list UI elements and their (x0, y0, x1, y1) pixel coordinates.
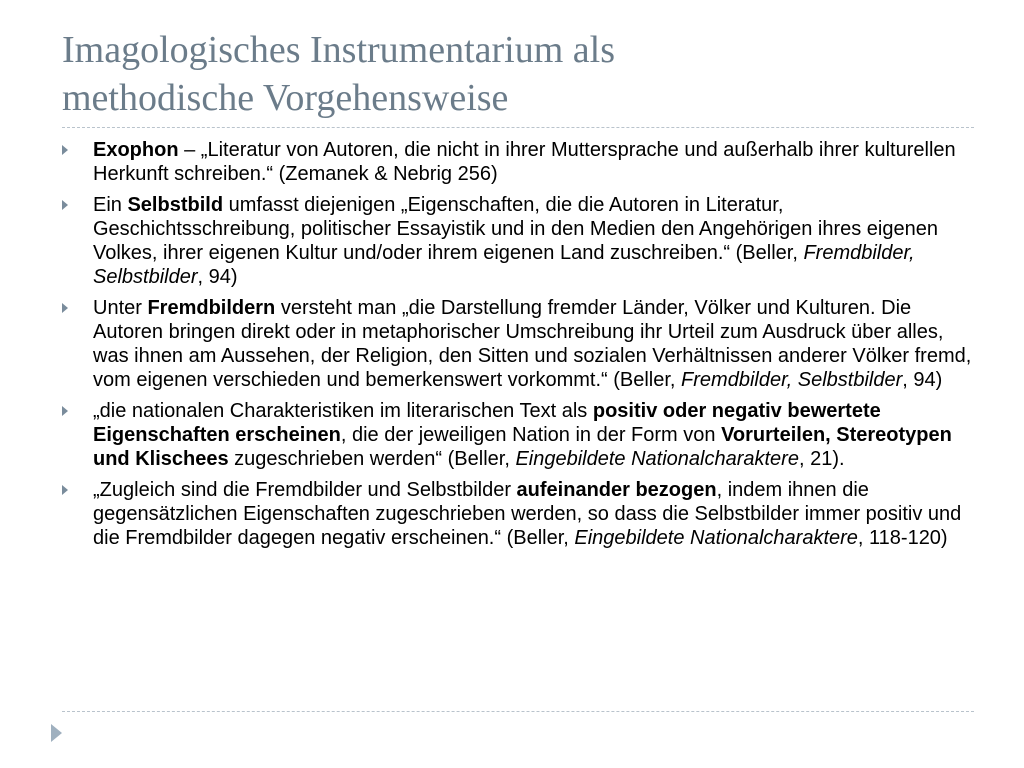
text-run: , 118-120) (857, 527, 948, 549)
bold-term: Exophon (93, 139, 179, 161)
bullet-list (62, 138, 974, 557)
text-run: versteht man „die Darstellung fremder Länder, Völker und Kulturen. Die Autoren bringen direkt oder in metaphorischer Umschreibung ihr Urteil zum Ausdruck über alles, was ihnen am Aussehen, der Religion, den Sitten und sozialen Verhältnissen anderer Völker fremd, vom eigenen verschieden und bemerkenswert vorkommt.“ (Beller, (93, 297, 972, 391)
italic-citation: Eingebildete Nationalcharaktere (574, 527, 858, 549)
bullet-text (93, 193, 974, 289)
bullet-item (62, 399, 974, 471)
bullet-item (62, 478, 974, 550)
text-run: , 94) (902, 369, 943, 391)
text-run: umfasst diejenigen „Eigenschaften, die die Autoren in Literatur, Geschichtsschreibung, politischer Essayistik und in den Medien den Angehörigen ihres eigenen Volkes, ihrer eigenen Kultur und/oder ihrem eigenen Land zuschreiben.“ (Beller, (93, 194, 938, 264)
text-run: zugeschrieben werden“ (Beller, (228, 448, 516, 470)
bold-term: aufeinander bezogen (516, 479, 717, 501)
slide-title-line-2: methodische Vorgehensweise (62, 77, 509, 119)
text-run: Ein (93, 194, 128, 216)
slide-title (62, 26, 962, 122)
italic-citation: Eingebildete Nationalcharaktere (515, 448, 799, 470)
slide-title-line-1: Imagologisches Instrumentarium als (62, 29, 615, 71)
bullet-item (62, 193, 974, 289)
bullet-item (62, 138, 974, 186)
triangle-bullet-icon (62, 145, 68, 155)
triangle-bullet-icon (62, 406, 68, 416)
bullet-text (93, 296, 974, 392)
text-run: , die der jeweiligen Nation in der Form von (340, 424, 722, 446)
text-run: , 21). (798, 448, 845, 470)
bold-term: Fremdbildern (147, 297, 276, 319)
bold-term: Vorurteilen, Stereotypen und Klischees (93, 424, 952, 470)
triangle-bullet-icon (62, 485, 68, 495)
text-run: „die nationalen Charakteristiken im literarischen Text als (93, 400, 593, 422)
triangle-bullet-icon (62, 200, 68, 210)
italic-citation: Fremdbilder, Selbstbilder (681, 369, 903, 391)
bullet-text (93, 478, 974, 550)
bold-term: positiv oder negativ bewertete Eigenschaften erscheinen (93, 400, 881, 446)
bold-term: Selbstbild (127, 194, 224, 216)
text-run: Unter (93, 297, 148, 319)
text-run: – „Literatur von Autoren, die nicht in ihrer Muttersprache und außerhalb ihrer kulturellen Herkunft schreiben.“ (Zemanek & Nebrig 256) (93, 139, 956, 185)
bullet-text (93, 138, 974, 186)
italic-citation: Fremdbilder, Selbstbilder (93, 242, 915, 288)
text-run: , indem ihnen die gegensätzlichen Eigenschaften zugeschrieben werden, so dass die Selbstbilder immer positiv und die Fremdbilder dagegen negativ erscheinen.“ (Beller, (93, 479, 962, 549)
triangle-bullet-icon (62, 303, 68, 313)
title-divider (62, 127, 974, 128)
text-run: „Zugleich sind die Fremdbilder und Selbstbilder (93, 479, 517, 501)
bullet-item (62, 296, 974, 392)
text-run: , 94) (197, 266, 238, 288)
bullet-text (93, 399, 974, 471)
footer-divider (62, 711, 974, 712)
next-slide-arrow-icon[interactable] (51, 724, 62, 742)
